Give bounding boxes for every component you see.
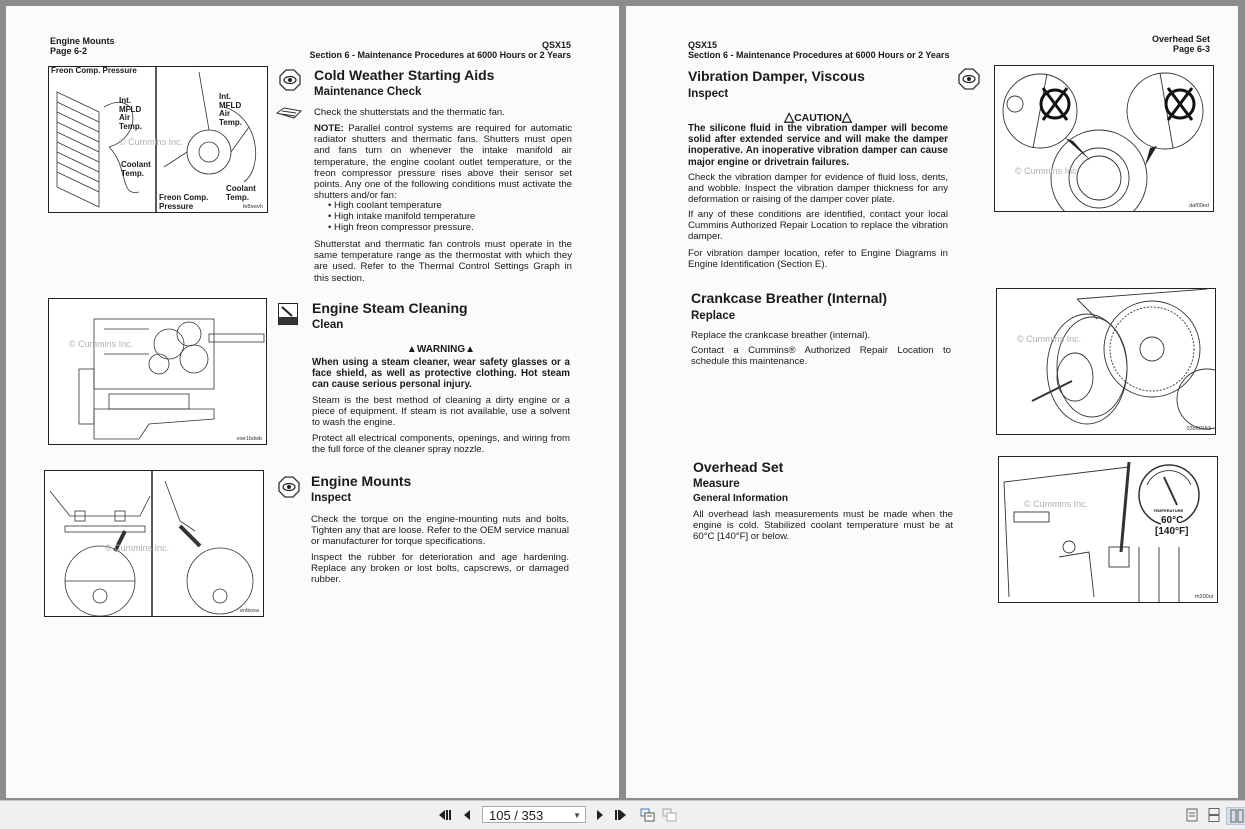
section-title-steam-cleaning: Engine Steam Cleaning [312,300,468,316]
chevron-down-icon: ▼ [573,811,581,820]
header-section: Section 6 - Maintenance Procedures at 6000 Hours or 2 Years [309,50,571,60]
warning-text: When using a steam cleaner, wear safety glasses or a face shield, as well as protective clothing. Hot steam can cause serious personal injury. [312,357,570,391]
figure-caption: fe8swvh [242,204,263,210]
section-subtitle: Maintenance Check [314,86,422,98]
warning-label: WARNING [416,344,466,355]
section-subtitle: Inspect [311,492,352,504]
note-label: NOTE: [314,123,344,134]
last-page-button[interactable] [612,807,630,823]
paragraph: Contact a Cummins® Authorized Repair Location to schedule this maintenance. [691,345,951,368]
header-title: Overhead Set [1151,34,1210,44]
caution-triangle-icon: △ [784,109,795,124]
single-page-icon [1186,808,1198,822]
figure-cold-weather-sensors [48,66,268,213]
figure-crankcase-breather [996,288,1216,435]
section-title-cold-weather: Cold Weather Starting Aids [314,67,495,83]
note-paragraph [314,123,572,201]
note-text: Parallel control systems are required for automatic radiator shutters and thermatic fans. Shutters must open and fans turn on whenever the intake manifold air temperature, the engine coolant outlet temperature, or the freon compressor pressure rises above their sensor set points. Any one of the following conditions must activate the shutters and/or fan: [314,123,572,202]
paragraph: Replace the crankcase breather (internal). [691,330,871,341]
go-forward-view-button[interactable] [661,807,679,823]
steam-clean-icon [278,303,298,325]
label-coolant-temp-2: Coolant Temp. [226,184,256,202]
previous-page-icon [462,809,472,821]
warning-triangle-icon: ▲ [465,344,476,355]
label-freon-comp-pressure: Freon Comp. Pressure [51,66,137,75]
paragraph: For vibration damper location, refer to Engine Diagrams in Engine Identification (Section E). [688,248,948,271]
header-section: Section 6 - Maintenance Procedures at 6000 Hours or 2 Years [688,50,950,60]
caution-text: The silicone fluid in the vibration damper will become solid after extended service and will make the damper inoperative. An inoperative vibration damper can cause major engine or drivetrain failures. [688,123,948,168]
watermark: © Cummins Inc. [1024,499,1089,509]
figure-engine-mounts [44,470,264,617]
section-subtitle: Inspect [688,88,729,100]
caution-triangle-icon: △ [841,109,852,124]
header-model: QSX15 [541,40,571,50]
warning-triangle-icon: ▲ [406,344,417,355]
watermark: © Cummins Inc. [1015,166,1080,176]
paragraph: Protect all electrical components, openings, and wiring from the full force of the cleaner spray nozzle. [312,433,570,456]
watermark: © Cummins Inc. [105,543,170,553]
shutter-check-icon [276,107,302,119]
go-back-view-button[interactable] [639,807,657,823]
figure-caption: ewr1bdwb [236,436,262,442]
next-page-icon [595,809,605,821]
header-right-block [1152,34,1210,54]
list-item: • High intake manifold temperature [328,211,475,222]
continuous-page-icon [1208,808,1220,822]
paragraph: Inspect the rubber for deterioration and age hardening. Replace any broken or lost bolts, capscrews, or damaged rubber. [311,552,569,586]
figure-caption: daf00ed [1189,203,1209,209]
figure-engine-side-view [48,298,267,445]
paragraph: Check the shutterstats and the thermatic fan. [314,107,505,118]
figure-caption: enlkosa [240,608,259,614]
gauge-temp-celsius: 60°C [1161,515,1184,526]
page-indicator: 105 / 353 [489,808,544,823]
first-page-button[interactable] [436,807,454,823]
header-page-number: Page 6-2 [50,46,88,56]
header-left-block [688,40,949,60]
watermark: © Cummins Inc. [69,339,134,349]
facing-pages-icon [1230,809,1244,823]
section-title-crankcase-breather: Crankcase Breather (Internal) [691,290,888,306]
inspect-eye-icon [278,476,300,498]
caution-label: CAUTION [794,112,842,124]
header-model: QSX15 [688,40,718,50]
figure-caption: 03o00153 [1186,426,1211,432]
inspect-eye-icon [958,68,980,90]
label-int-mfld-air-temp: Int. MFLD Air Temp. [119,96,142,131]
header-title: Engine Mounts [50,36,115,46]
list-item: • High coolant temperature [328,200,475,211]
paragraph: Steam is the best method of cleaning a dirty engine or a piece of equipment. If steam is not available, use a solvent to wash the engine. [312,395,570,429]
engine-illustration [49,299,266,444]
watermark: © Cummins Inc. [119,137,184,147]
facing-pages-view-button[interactable] [1226,807,1245,825]
figure-overhead-set [998,456,1218,603]
warning-heading [312,344,570,355]
gear-housing-illustration [997,289,1215,434]
section-subtitle: Clean [312,319,344,331]
paragraph: If any of these conditions are identified, contact your local Cummins Authorized Repair Location to replace the vibration damper. [688,209,948,243]
continuous-view-button[interactable] [1206,807,1222,823]
header-right-block [310,40,571,60]
page-6-3 [626,6,1238,798]
list-item: • High freon compressor pressure. [328,222,475,233]
header-page-number: Page 6-3 [1172,44,1210,54]
label-freon-comp-pressure-2: Freon Comp. Pressure [159,193,209,211]
navigation-toolbar [0,800,1245,829]
section-subsubtitle: General Information [693,493,789,504]
single-page-view-button[interactable] [1184,807,1200,823]
paragraph: Check the torque on the engine-mounting nuts and bolts. Tighten any that are loose. Refer to the OEM service manual or manufacturer for torque specifications. [311,514,569,548]
conditions-list [328,200,475,233]
last-page-icon [614,809,628,821]
next-page-button[interactable] [592,807,608,823]
watermark: © Cummins Inc. [1017,334,1082,344]
label-int-mfld-air-temp-2: Int. MFLD Air Temp. [219,92,242,127]
header-left-block [50,36,115,56]
previous-page-button[interactable] [459,807,475,823]
section-title-overhead-set: Overhead Set [693,459,784,475]
label-coolant-temp: Coolant Temp. [121,160,151,178]
damper-illustration [995,66,1213,211]
previous-view-icon [640,807,656,823]
inspect-eye-icon [279,69,301,91]
page-number-select[interactable] [482,806,586,823]
section-subtitle: Measure [693,478,740,490]
section-subtitle: Replace [691,310,736,322]
page-6-2 [6,6,619,798]
next-view-icon [662,807,678,823]
section-title-vibration-damper: Vibration Damper, Viscous [688,68,865,84]
gauge-label: TEMPERATURE [1153,508,1184,513]
figure-caption: rh200ui [1194,594,1213,600]
gauge-temp-fahrenheit: [140°F] [1155,526,1189,537]
section-title-engine-mounts: Engine Mounts [311,473,412,489]
paragraph: All overhead lash measurements must be made when the engine is cold. Stabilized coolant temperature must be at 60°C [140°F] or below. [693,509,953,543]
figure-vibration-damper [994,65,1214,212]
first-page-icon [438,809,452,821]
paragraph: Check the vibration damper for evidence of fluid loss, dents, and wobble. Inspect the vibration damper thickness for any deformation or raising of the damper cover plate. [688,172,948,206]
paragraph: Shutterstat and thermatic fan controls must operate in the same temperature range as the thermostat with which they are used. Refer to the Thermal Control Settings Graph in this section. [314,239,572,284]
